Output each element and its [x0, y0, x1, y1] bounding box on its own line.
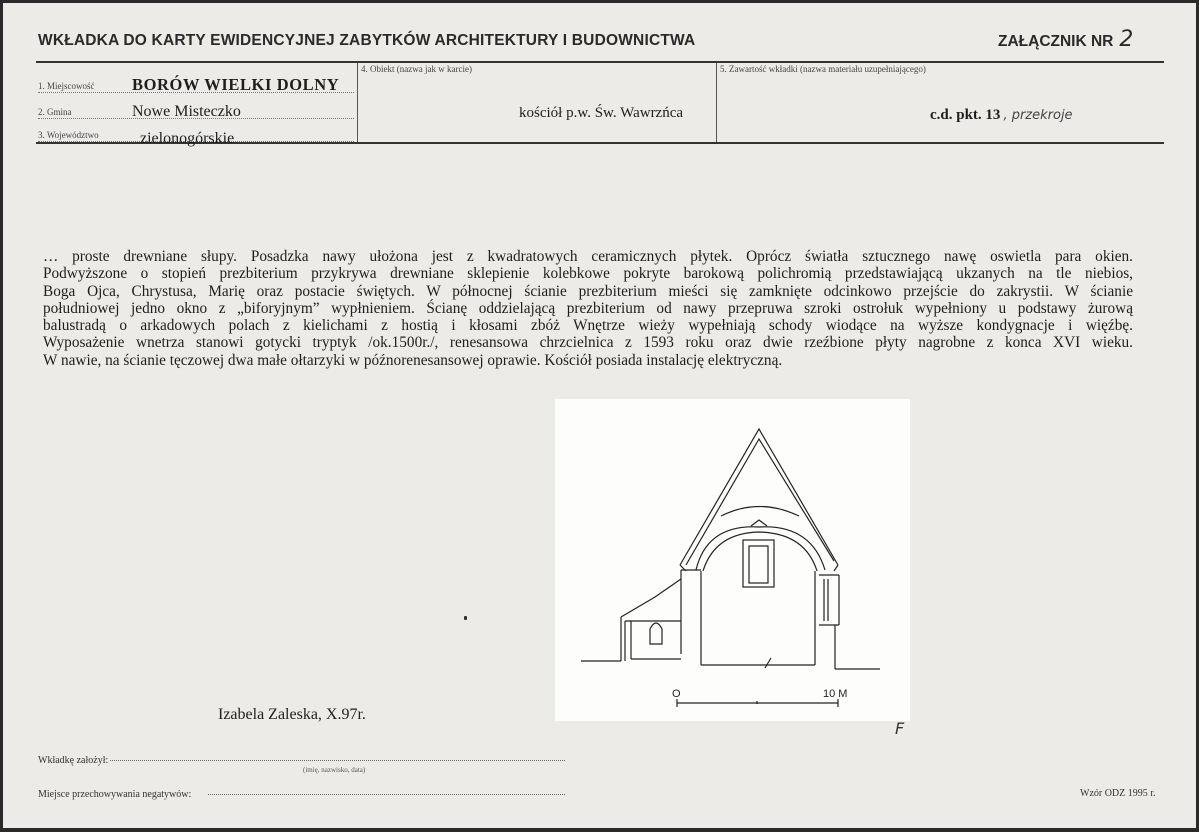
field-commune-label: 2. Gmina [38, 107, 72, 117]
contents-value [930, 107, 1073, 124]
description-line: W nawie, na ścianie tęczowej dwa małe ołtarzyki w późnorenesansowej oprawie. Kościół posiada instalację elektryczną. [43, 351, 783, 369]
cross-section-svg [555, 399, 910, 721]
field-locality-value: BORÓW WIELKI DOLNY [132, 75, 340, 94]
field-voivodeship [38, 123, 354, 147]
created-by-hint: (imię, nazwisko, data) [303, 766, 366, 774]
field-locality [38, 74, 354, 93]
description-line: … proste drewniane słupy. Posadzka nawy ułożona jest z kwadratowych ceramicznych płytek. Oprócz światła sztucznego nawę oswietla para okien. [43, 248, 1133, 265]
column-divider-2 [716, 63, 717, 142]
annex-number [998, 27, 1133, 52]
annex-number-handwritten: 2 [1119, 27, 1134, 52]
handwritten-mark: F [895, 719, 905, 738]
description-line: południowej jedno okno z „biforyjnym” wypłnieniem. Ścianę oddzielającą prezbiterium od nawy przepruwa szroki ostrołuk wypełniony u podstawy żurową [43, 299, 1133, 317]
scan-speck [464, 616, 467, 620]
template-note: Wzór ODZ 1995 r. [1080, 788, 1156, 799]
scale-end-label: 10 M [823, 688, 848, 700]
footer-negatives [38, 784, 568, 798]
description-line: Podwyższone o stopień prezbiterium przykrywa drewniane sklepienie kolebkowe pokryte barokową polichromią przedstawiającą ukzanych na tle niebios, [43, 265, 1133, 283]
column-divider-1 [357, 63, 358, 142]
document-page [3, 3, 1196, 828]
object-value: kościół p.w. Św. Wawrzńca [519, 105, 684, 121]
author-signature: Izabela Zaleska, X.97r. [218, 706, 366, 723]
field-voivodeship-value: zielonogórskie [140, 130, 235, 147]
created-by-dotted-line [110, 760, 565, 761]
field-locality-label: 1. Miejscowość [38, 81, 95, 91]
field-voivodeship-label: 3. Województwo [38, 130, 99, 140]
annex-label: ZAŁĄCZNIK NR [998, 33, 1114, 50]
contents-value-handwritten: , przekroje [1003, 108, 1073, 123]
field-commune [38, 100, 354, 119]
church-cross-section-drawing [555, 399, 910, 721]
description-text [43, 248, 1133, 369]
created-by-label: Wkładkę założył: [38, 755, 109, 766]
field-commune-value: Nowe Misteczko [132, 103, 241, 120]
negatives-dotted-line [208, 794, 565, 795]
contents-value-typed: c.d. pkt. 13 [930, 107, 1001, 123]
description-line: Boga Ojca, Chrystusa, Marię oraz postacie świętych. W północnej ścianie prezbiterium mieści się zamknięte odcinkowo przejście do zakrystii. W ścianie [43, 282, 1133, 300]
contents-label: 5. Zawartość wkładki (nazwa materiału uzupełniającego) [720, 64, 926, 74]
description-line: balustradą o arkadowych polach z kielichami z hostią i kłosami zbóż Wnętrze wieży wypełniają schody wiodące na wyższe kondygnacje i więźbę. [43, 317, 1133, 335]
table-top-rule [36, 61, 1164, 63]
negatives-label: Miejsce przechowywania negatywów: [38, 789, 192, 800]
footer-created-by [38, 750, 568, 764]
object-label: 4. Obiekt (nazwa jak w karcie) [361, 64, 472, 74]
description-line: Wyposażenie wnetrza stanowi gotycki tryptyk /ok.1500r./, renesansowa chrzcielnica z 1593 roku oraz dwie rzeźbione płyty nagrobne z konca XVI wieku. [43, 334, 1133, 352]
form-title: WKŁADKA DO KARTY EWIDENCYJNEJ ZABYTKÓW ARCHITEKTURY I BUDOWNICTWA [38, 32, 696, 49]
scale-start-label: O [672, 688, 681, 700]
